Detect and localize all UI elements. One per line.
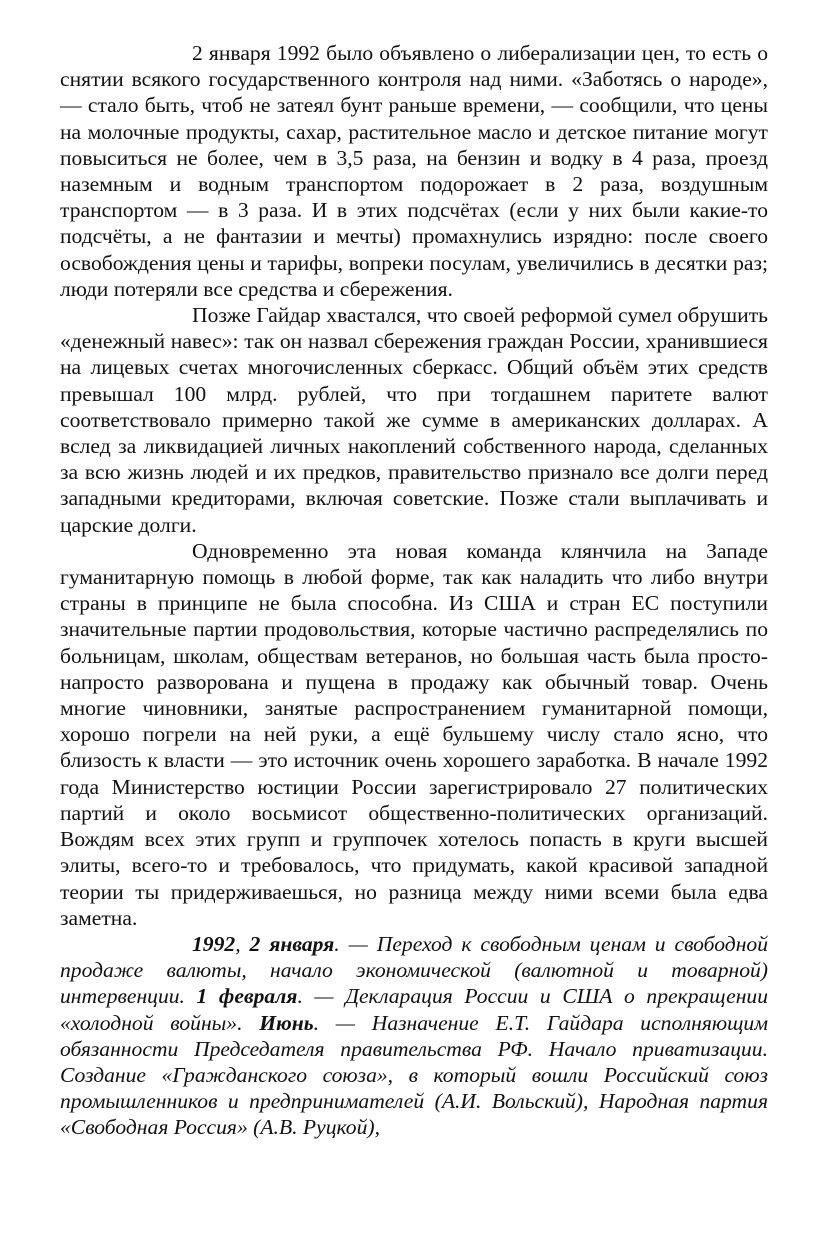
paragraph-gaidar-savings: Позже Гайдар хвастался, что своей реформой сумел обрушить «денежный навес»: так он назвал сбережения граждан России, хранившиеся на лицевых счетах многочисленных сберкасс. Общий объём этих средств превышал 100 млрд. рублей, что при тогдашнем паритете валют соответствовало примерно такой же сумме в американских долларах. А вслед за ликвидацией личных накоплений собственного народа, сделанных за всю жизнь людей и их предков, правительство признало все долги перед западными кредиторами, включая советские. Позже стали выплачивать и царские долги. [60,303,768,537]
chronology-entry-declaration: . — Декларация России и США о прекращении «холодной войны». [60,984,769,1035]
chronology-entry-prices: . — Переход к свободным ценам и свободной продаже валюты, начало экономической (валютной и товарной) интервенции. [60,931,768,1009]
chronology-entry-gaidar: . — Назначение Е.Т. Гайдара исполняющим обязанности Председателя правительства РФ. Начало приватизации. Создание «Гражданского союза», в который вошли Российский союз промышленников и предпринимателей (А.И. Вольский), Народная партия «Свободная Россия» (А.В. Руцкой), [60,1010,768,1140]
chronology-date-jan2: 2 января [249,931,335,956]
document-page [60,40,768,1141]
chronology-date-june: Июнь [259,1010,314,1035]
chronology-year: 1992 [192,931,236,956]
chronology-paragraph [60,931,768,1141]
paragraph-price-liberalization: 2 января 1992 было объявлено о либерализации цен, то есть о снятии всякого государственного контроля над ними. «Заботясь о народе», — стало быть, чтоб не затеял бунт раньше времени, — сообщили, что цены на молочные продукты, сахар, растительное масло и детское питание могут повыситься не более, чем в 3,5 раза, на бензин и водку в 4 раза, проезд наземным и водным транспортом подорожает в 2 раза, воздушным транспортом — в 3 раза. И в этих подсчётах (если у них были какие-то подсчёты, а не фантазии и мечты) промахнулись изрядно: после своего освобождения цены и тарифы, вопреки посулам, увеличились в десятки раз; люди потеряли все средства и сбережения. [60,41,768,301]
chronology-date-feb1: 1 февраля [196,984,298,1009]
chronology-separator: , [235,931,250,956]
paragraph-humanitarian-aid: Одновременно эта новая команда клянчила на Западе гуманитарную помощь в любой форме, так как наладить что либо внутри страны в принципе не была способна. Из США и стран ЕС поступили значительные партии продовольствия, которые частично распределялись по больницам, школам, обществам ветеранов, но большая часть была просто-напросто разворована и пущена в продажу как обычный товар. Очень многие чиновники, занятые распространением гуманитарной помощи, хорошо погрели на ней руки, а ещё бульшему числу стало ясно, что близость к власти — это источник очень хорошего заработка. В начале 1992 года Министерство юстиции России зарегистрировало 27 политических партий и около восьмисот общественно-политических организаций. Вождям всех этих групп и группочек хотелось попасть в круги высшей элиты, всего-то и требовалось, что придумать, какой красивой западной теории ты придерживаешься, но разница между ними всеми была едва заметна. [60,538,768,930]
